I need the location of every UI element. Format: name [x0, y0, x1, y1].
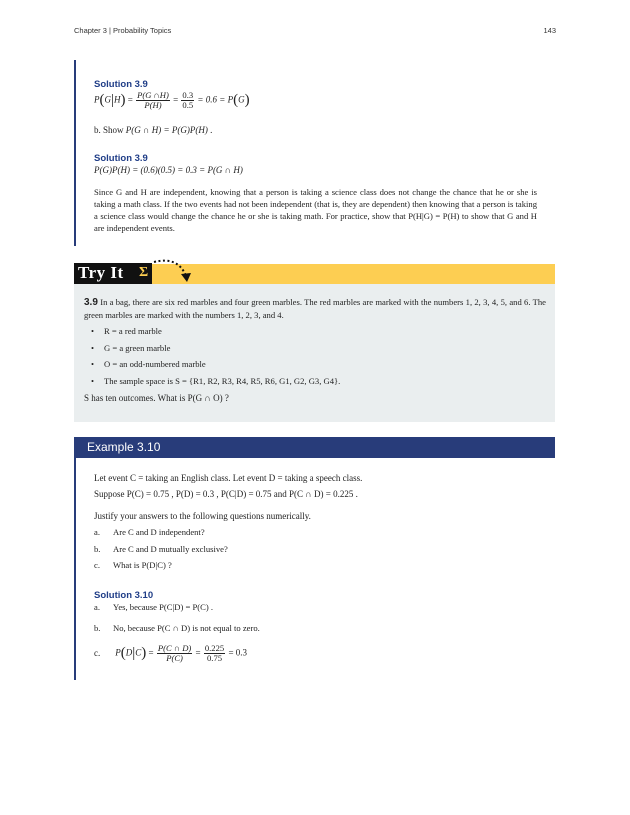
- sigma-icon: Σ: [139, 265, 149, 280]
- running-header-chapter: Chapter 3 | Probability Topics: [74, 26, 172, 35]
- try-it-question: S has ten outcomes. What is P(G ∩ O) ?: [84, 393, 229, 403]
- list-item: • R = a red marble: [84, 326, 340, 343]
- list-item: a. Yes, because P(C|D) = P(C) .: [94, 602, 213, 612]
- answer-c: c. P(D|C) = $\frac{P(C \cap D)}{P(C)}$ = $\frac{0.225}{0.75}$ = 0.3: [94, 643, 248, 663]
- example-side-rule: [74, 458, 76, 680]
- list-item: c. What is P(D|C) ?: [94, 560, 172, 570]
- try-it-problem: 3.9 In a bag, there are six red marbles and four green marbles. The red marbles are marked with the numbers 1, 2, 3, 4, 5, and 6. The green marbles are marked with the numbers 1, 2, 3, and 4.: [84, 297, 546, 320]
- solution-title: Solution 3.9: [94, 79, 148, 90]
- list-item: b. No, because P(C ∩ D) is not equal to zero.: [94, 623, 260, 633]
- equation-conditional: P(G|H) = $\frac{P(G \cap H)}{P(H)}$ = $\frac{0.3}{0.5}$ = 0.6 = P(G): [94, 90, 250, 110]
- paragraph-independence: Since G and H are independent, knowing that a person is taking a science class does not change the chance that he or she is taking a math class. If the two events had not been independent (that is, they are dependent) then knowing that a person is taking a science class would change the chance he or she is taking math. For practice, show that P(H|G) = P(H) to show that G and H are independent events.: [94, 187, 537, 233]
- page-number: 143: [543, 26, 556, 35]
- example-instruction: Justify your answers to the following questions numerically.: [94, 511, 311, 521]
- list-item: • G = a green marble: [84, 343, 340, 360]
- solution-title: Solution 3.9: [94, 153, 148, 164]
- list-item: a. Are C and D independent?: [94, 527, 205, 537]
- example-title: Example 3.10: [87, 440, 161, 454]
- example-intro: Let event C = taking an English class. Let event D = taking a speech class.: [94, 473, 363, 483]
- solution-side-rule: [74, 60, 76, 246]
- try-it-bullets: [84, 326, 340, 392]
- equation-product: P(G)P(H) = (0.6)(0.5) = 0.3 = P(G ∩ H): [94, 165, 243, 175]
- list-item: b. Are C and D mutually exclusive?: [94, 543, 228, 554]
- list-item: • O = an odd-numbered marble: [84, 359, 340, 376]
- example-questions: [94, 527, 228, 577]
- example-given: Suppose P(C) = 0.75 , P(D) = 0.3 , P(C|D) = 0.75 and P(C ∩ D) = 0.225 .: [94, 489, 358, 499]
- try-it-label: Try It: [78, 263, 124, 282]
- dotted-arrow-icon: [150, 256, 196, 286]
- solution-title: Solution 3.10: [94, 590, 154, 601]
- task-b: b. Show P(G ∩ H) = P(G)P(H) .: [94, 125, 213, 135]
- solution-answers: [94, 602, 260, 640]
- list-item: • The sample space is S = {R1, R2, R3, R4, R5, R6, G1, G2, G3, G4}.: [84, 376, 340, 393]
